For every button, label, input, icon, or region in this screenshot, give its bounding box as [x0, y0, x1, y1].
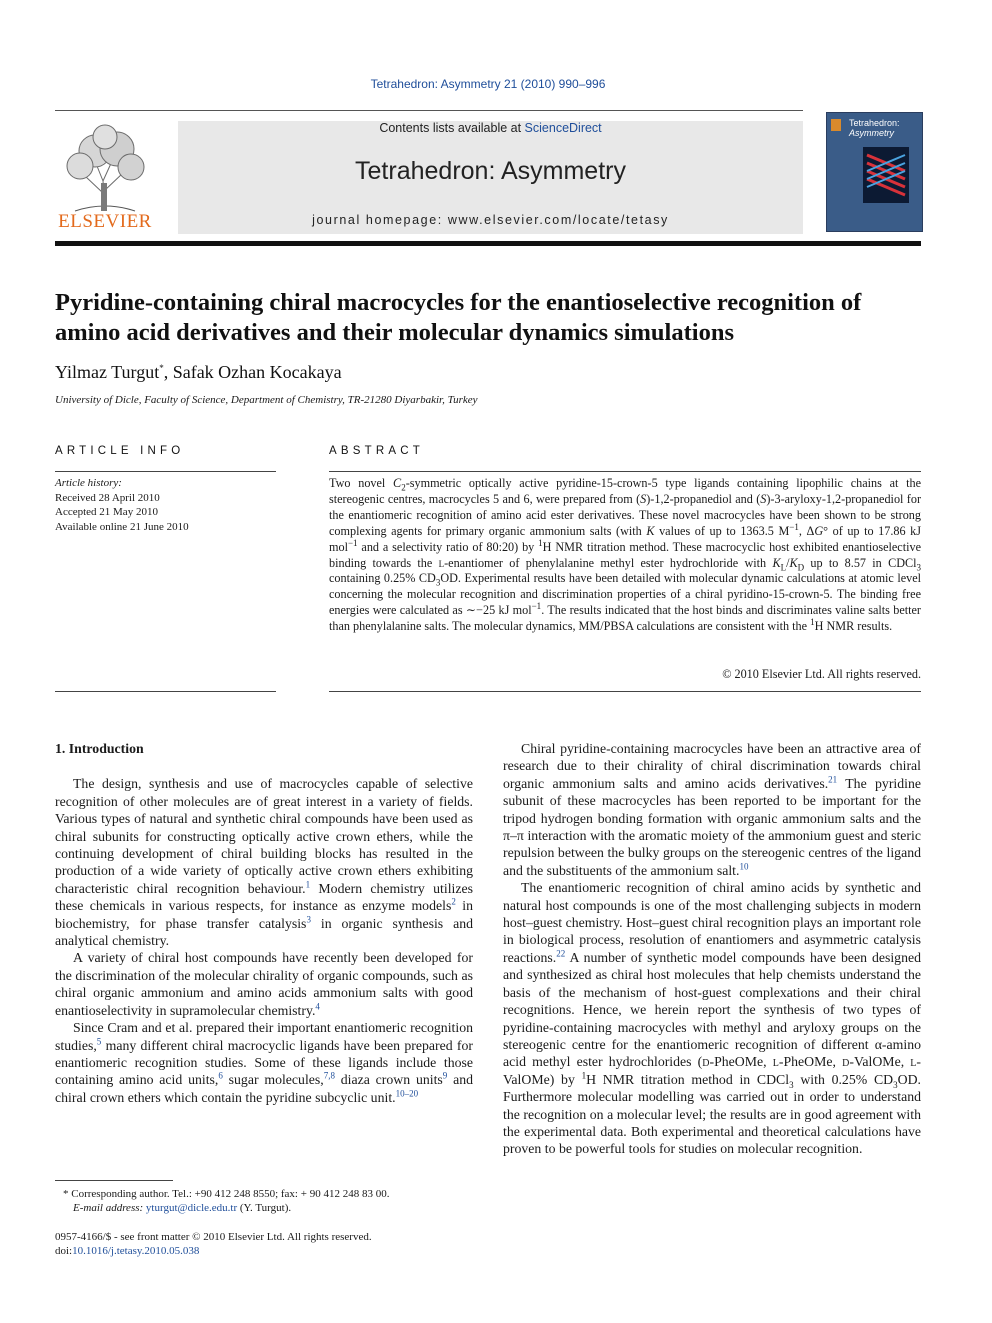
journal-masthead [178, 121, 803, 234]
abstract-rule [329, 471, 921, 472]
email-link[interactable]: yturgut@dicle.edu.tr [145, 1202, 238, 1214]
abstract-heading: ABSTRACT [329, 445, 424, 457]
journal-citation[interactable]: Tetrahedron: Asymmetry 21 (2010) 990–996 [370, 77, 606, 91]
contents-line [178, 121, 803, 135]
abstract-copyright: © 2010 Elsevier Ltd. All rights reserved. [722, 667, 921, 681]
doi-link[interactable]: 10.1016/j.tetasy.2010.05.038 [72, 1245, 200, 1257]
intro-heading: 1. Introduction [55, 741, 144, 756]
abstract-body: Two novel $C_2$-symmetric optically active pyridine-15-crown-5 type ligands containing lipophilic chains at the stereogenic centres, macrocycles 5 and 6, were prepared from (S)-1,2-propanediol and (S)-3-aryloxy-1,2-propanediol for the enantiomeric recognition of amino acid ester derivatives. These novel macrocycles have been shown to be strong complexing agents for primary organic ammonium salts (with K values of up to 1363.5 $M^{-1}$, ΔG° of up to 17.86 kJ mol$^{-1}$ and a selectivity ratio of 80:20) by $^1$H NMR titration method. These macrocyclic host exhibited enantioselective binding towards the l-enantiomer of phenylalanine methyl ester hydrochloride with $K_L/K_D$ up to 8.57 in CDCl$_3$ containing 0.25% $CD_3OD$. Experimental results have been detailed with molecular dynamic calculations at atomic level concerning the molecular recognition and discrimination properties of a chiral pyridino-15-crown-5. The binding free energies were calculated as ∼−25 kJ mol$^{-1}$. The results indicated that the host binds and discriminates valine salts better than phenylalanine salts. The molecular dynamics, MM/PBSA calculations are consistent with the $^1$H NMR results. [329, 476, 922, 634]
doi-line [55, 1244, 372, 1258]
header-top-rule [55, 110, 803, 111]
intro-paragraph: The enantiomeric recognition of chiral amino acids by synthetic and natural host compounds is one of the most challenging subjects in modern host–guest chemistry. Host–guest chiral recognition plays an important role in biological process, resolution of enantiomers and asymmetric catalysis reactions.$^{22}$ A number of synthetic model compounds have been designed and synthesized as chiral host molecules that help chemists understand the basis of the mechanism of host-guest complexations and their chiral recognitions. Hence, we herein report the synthesis of two types of pyridine-containing macrocycles with methyl and aryloxy groups on the stereogenic centre for the enantiomeric recognition of different α-amino acid methyl ester hydrochlorides (d-PheOMe, l-PheOMe, d-ValOMe, l-ValOMe) by $^1$H NMR titration method in CDCl$_3$ with 0.25% $CD_3OD$. Furthermore molecular modelling was carried out in order to understand the recognition on a molecular level; the results are in good agreement with the experimental data. Both experimental and theoretical calculations have proven to be powerful tools for studies on molecular recognition. [503, 880, 922, 1157]
footnote-rule [55, 1180, 173, 1181]
intro-paragraph: Since Cram and et al. prepared their important enantiomeric recognition studies,$^5$ many different chiral macrocyclic ligands have been prepared for enantiomeric recognition studies. Some of these ligands include those containing amino acid units,$^6$ sugar molecules,$^{7,8}$ diaza crown units$^9$ and chiral crown ethers which contain the pyridine subcyclic unit.$^{10-20}$ [55, 1020, 473, 1105]
cover-artwork [863, 147, 909, 203]
intro-paragraph: The design, synthesis and use of macrocycles capable of selective recognition of other molecules are of great interest in a variety of fields. Various types of natural and synthetic chiral compounds have been used as chiral subunits for constructing optically active crown ethers, while the continuing development of chiral building blocks has resulted in the production of a wide variety of optically active crown ethers exhibiting characteristic chiral recognition behaviour.$^1$ Modern chemistry utilizes these chemicals in various respects, for instance as enzyme models$^2$ in biochemistry, for phase transfer catalysis$^3$ in organic synthesis and analytical chemistry. [55, 776, 473, 949]
email-label: E-mail address: [73, 1202, 146, 1214]
intro-paragraph: A variety of chiral host compounds have recently been developed for the discrimination of the molecular chirality of organic compounds, such as chiral organic ammonium and amino acids ammonium salts with good enantioselectivity in supramolecular chemistry.$^4$ [55, 950, 473, 1018]
journal-homepage[interactable]: journal homepage: www.elsevier.com/locate/tetasy [312, 213, 669, 227]
corresponding-author-footnote [55, 1187, 473, 1215]
cover-title [849, 118, 900, 138]
email-suffix: (Y. Turgut). [237, 1202, 292, 1214]
article-info-rule [55, 471, 276, 472]
cover-badge [831, 119, 841, 131]
cover-subtitle-line: Asymmetry [849, 128, 894, 138]
issn-line: 0957-4166/$ - see front matter © 2010 Elsevier Ltd. All rights reserved. [55, 1231, 372, 1243]
received-date: Received 28 April 2010 [55, 491, 160, 504]
article-authors: Yilmaz Turgut*, Safak Ozhan Kocakaya [55, 362, 342, 382]
left-column [55, 740, 473, 1106]
online-date: Available online 21 June 2010 [55, 520, 189, 533]
email-line [55, 1201, 473, 1215]
history-label: Article history: [55, 477, 122, 489]
abstract-bottom-rule [329, 691, 921, 692]
right-column [503, 740, 921, 1158]
corresponding-contact: * Corresponding author. Tel.: +90 412 248 8550; fax: + 90 412 248 83 00. [63, 1188, 390, 1200]
journal-name: Tetrahedron: Asymmetry [355, 157, 626, 185]
contents-prefix: Contents lists available at [379, 121, 525, 135]
intro-paragraph: Chiral pyridine-containing macrocycles have been an attractive area of research due to their chirality of chiral discrimination towards chiral organic ammonium salts and amino acids derivatives.$^{21}$ The pyridine subunit of these macrocycles has been reported to be important for the tripod hydrogen bonding formation with organic ammonium salts and the π–π interaction with the aromatic moiety of the ammonium guest and steric repulsion between the bulky groups on the stereogenic centres of the ligand and the substituents of the ammonium salt.$^{10}$ [503, 741, 921, 878]
journal-cover-thumbnail [826, 112, 923, 232]
sciencedirect-link[interactable]: ScienceDirect [524, 121, 602, 135]
author-affiliation: University of Dicle, Faculty of Science, Department of Chemistry, TR-21280 Diyarbakir, Turkey [55, 394, 478, 406]
cover-title-line: Tetrahedron: [849, 118, 900, 128]
elsevier-wordmark: ELSEVIER [58, 211, 152, 232]
article-info-heading: ARTICLE INFO [55, 445, 185, 457]
header-bottom-rule [55, 241, 921, 246]
front-matter-note [55, 1230, 372, 1258]
article-history [55, 476, 189, 534]
article-title: Pyridine-containing chiral macrocycles for the enantioselective recognition of amino acid derivatives and their molecular dynamics simulations [55, 289, 862, 346]
article-info-bottom-rule [55, 691, 276, 692]
accepted-date: Accepted 21 May 2010 [55, 506, 158, 518]
doi-prefix: doi: [55, 1245, 73, 1257]
